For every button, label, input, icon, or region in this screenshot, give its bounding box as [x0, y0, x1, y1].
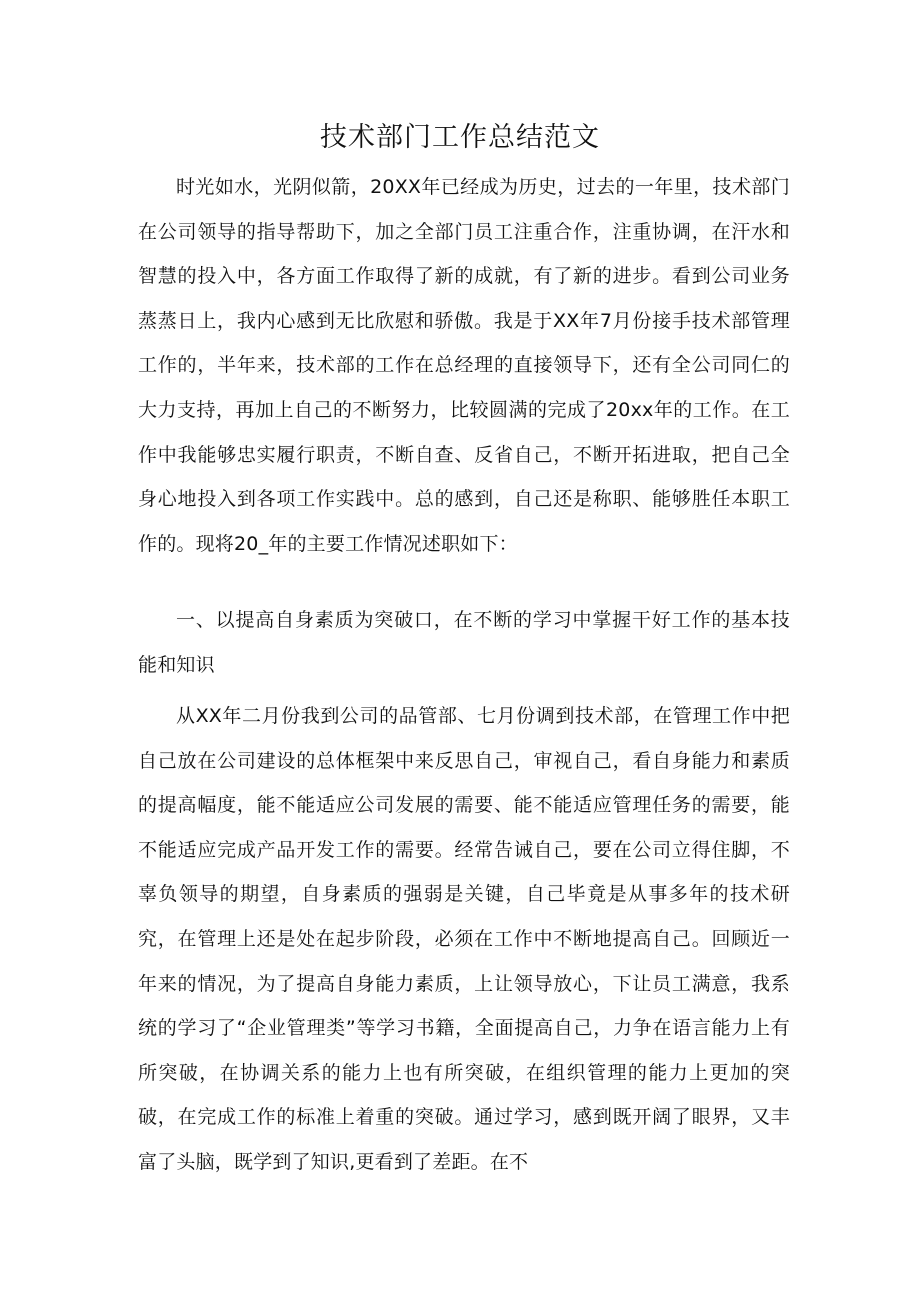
section-heading-1: 一、以提高自身素质为突破口，在不断的学习中掌握干好工作的基本技能和知识 — [138, 609, 790, 676]
paragraph-intro: 时光如水，光阴似箭，20XX年已经成为历史，过去的一年里，技术部门在公司领导的指导帮助下，加之全部门员工注重合作，注重协调，在汗水和智慧的投入中，各方面工作取得了新的成就，有了新的进步。看到公司业务蒸蒸日上，我内心感到无比欣慰和骄傲。我是于XX年7月份接手技术部管理工作的，半年来，技术部的工作在总经理的直接领导下，还有全公司同仁的大力支持，再加上自己的不断努力，比较圆满的完成了20xx年的工作。在工作中我能够忠实履行职责，不断自查、反省自己，不断开拓进取，把自己全身心地投入到各项工作实践中。总的感到，自己还是称职、能够胜任本职工作的。现将20_年的主要工作情况述职如下： — [138, 176, 790, 555]
document-title: 技术部门工作总结范文 — [320, 122, 600, 153]
paragraph-section-1: 从XX年二月份我到公司的品管部、七月份调到技术部，在管理工作中把自己放在公司建设的总体框架中来反思自己，审视自己，看自身能力和素质的提高幅度，能不能适应公司发展的需要、能不能适应管理任务的需要，能不能适应完成产品开发工作的需要。经常告诫自己，要在公司立得住脚，不辜负领导的期望，自身素质的强弱是关键，自己毕竟是从事多年的技术研究，在管理上还是处在起步阶段，必须在工作中不断地提高自己。回顾近一年来的情况，为了提高自身能力素质，上让领导放心，下让员工满意，我系统的学习了“企业管理类”等学习书籍，全面提高自己，力争在语言能力上有所突破，在协调关系的能力上也有所突破，在组织管理的能力上更加的突破，在完成工作的标准上着重的突破。通过学习，感到既开阔了眼界，又丰富了头脑，既学到了知识,更看到了差距。在不 — [138, 705, 790, 1173]
